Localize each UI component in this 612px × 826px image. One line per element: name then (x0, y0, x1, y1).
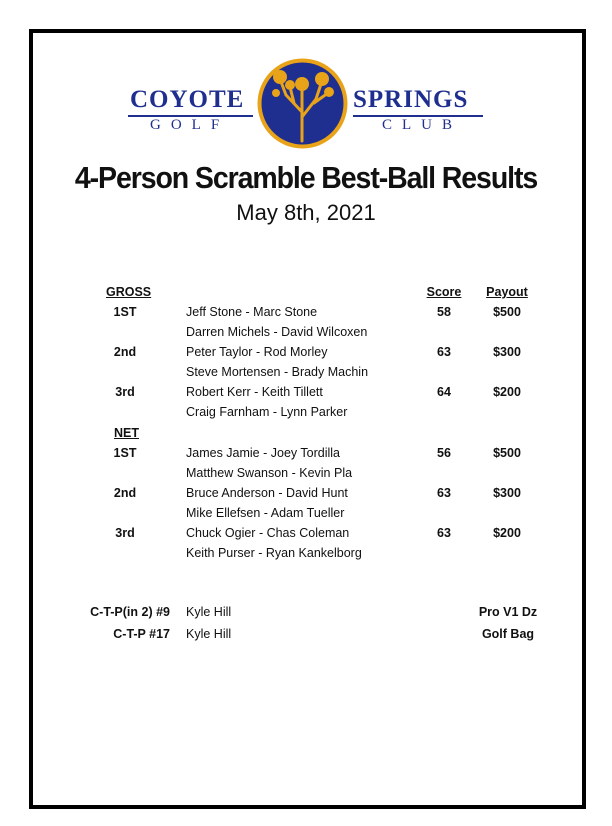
ctp-prize: Pro V1 Dz (478, 605, 538, 619)
ctp-prize: Golf Bag (481, 627, 535, 641)
gross-score: 58 (437, 305, 451, 319)
net-payout: $200 (493, 526, 521, 540)
net-team: James Jamie - Joey Tordilla (186, 446, 340, 460)
gross-payout: $500 (493, 305, 521, 319)
net-team: Mike Ellefsen - Adam Tueller (186, 506, 345, 520)
ctp-label: C-T-P(in 2) #9 (90, 605, 170, 619)
logo-word-springs: SPRINGS (353, 86, 469, 113)
ctp-winner: Kyle Hill (186, 605, 232, 619)
net-place: 1ST (113, 446, 137, 460)
page-date: May 8th, 2021 (236, 200, 376, 225)
gross-score: 63 (437, 345, 451, 359)
score-heading: Score (426, 285, 462, 299)
net-team: Keith Purser - Ryan Kankelborg (186, 546, 362, 560)
net-score: 63 (437, 486, 451, 500)
gross-place: 1ST (113, 305, 137, 319)
gross-team: Steve Mortensen - Brady Machin (186, 365, 369, 379)
gross-place: 3rd (115, 385, 135, 399)
gross-payout: $300 (493, 345, 521, 359)
page-title: 4-Person Scramble Best-Ball Results (74, 160, 538, 195)
net-score: 63 (437, 526, 451, 540)
logo-word-club: CLUB (382, 117, 463, 133)
net-team: Bruce Anderson - David Hunt (186, 486, 348, 500)
gross-score: 64 (437, 385, 451, 399)
gross-team: Peter Taylor - Rod Morley (186, 345, 328, 359)
net-heading: NET (114, 426, 139, 440)
net-place: 3rd (115, 526, 135, 540)
logo-word-coyote: COYOTE (130, 86, 245, 113)
joshua-tree-emblem-icon (256, 57, 349, 150)
gross-team: Robert Kerr - Keith Tillett (186, 385, 323, 399)
gross-heading: GROSS (106, 285, 152, 299)
gross-team: Darren Michels - David Wilcoxen (186, 325, 368, 339)
net-payout: $500 (493, 446, 521, 460)
logo-word-golf: GOLF (150, 117, 230, 133)
net-payout: $300 (493, 486, 521, 500)
gross-payout: $200 (493, 385, 521, 399)
gross-place: 2nd (113, 345, 137, 359)
gross-team: Craig Farnham - Lynn Parker (186, 405, 348, 419)
ctp-winner: Kyle Hill (186, 627, 232, 641)
ctp-label: C-T-P #17 (113, 627, 170, 641)
net-team: Matthew Swanson - Kevin Pla (186, 466, 353, 480)
net-place: 2nd (113, 486, 137, 500)
net-score: 56 (437, 446, 451, 460)
net-team: Chuck Ogier - Chas Coleman (186, 526, 350, 540)
payout-heading: Payout (486, 285, 528, 299)
gross-team: Jeff Stone - Marc Stone (186, 305, 318, 319)
club-logo (128, 57, 488, 147)
